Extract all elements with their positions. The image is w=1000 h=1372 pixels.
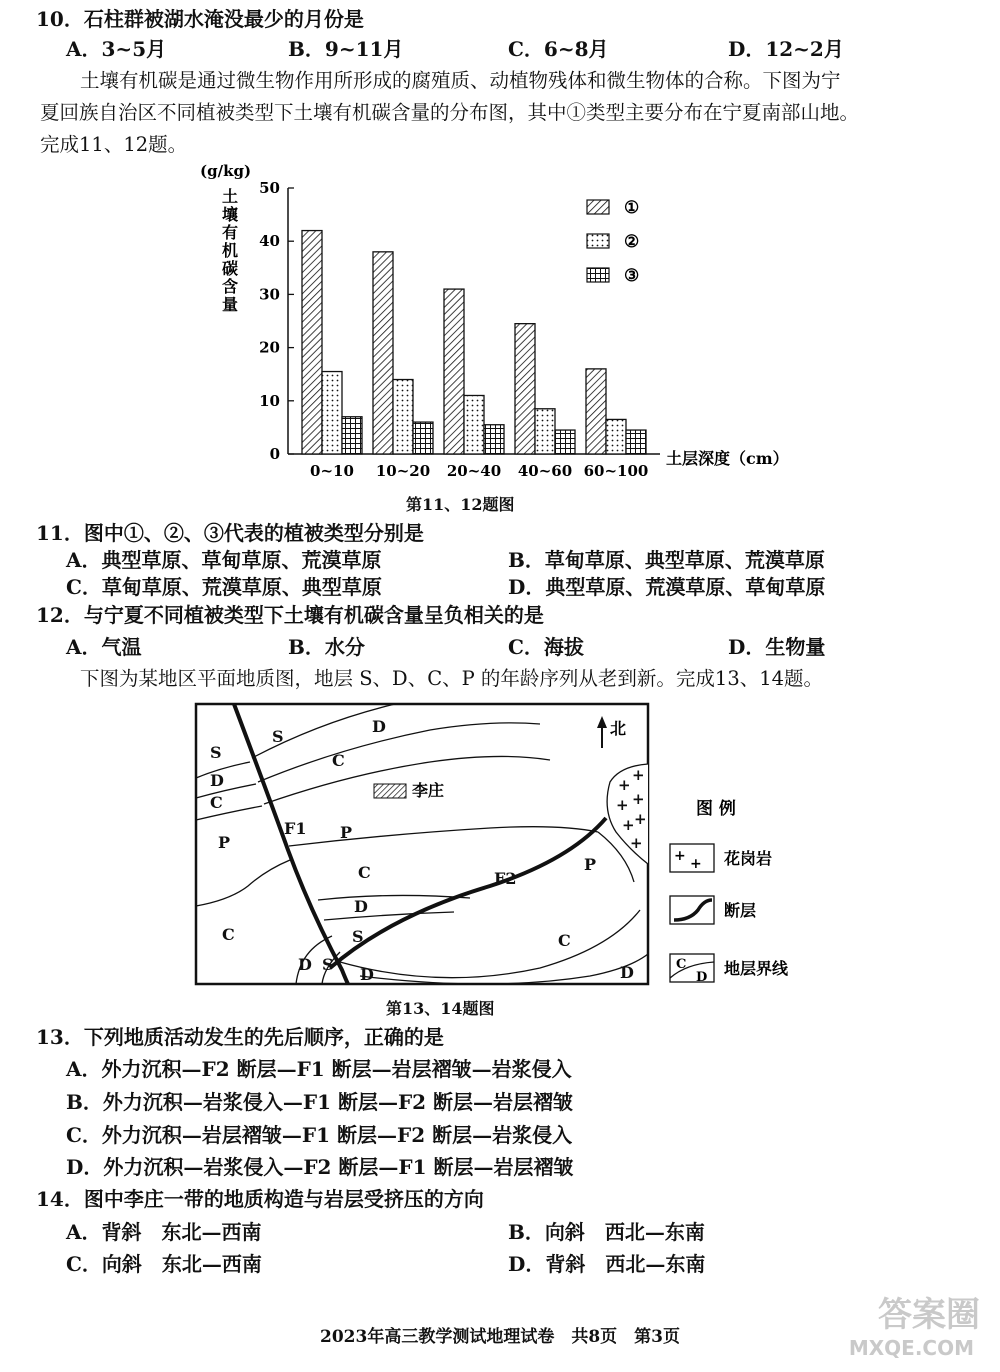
legend-fault-label: 断层 bbox=[724, 901, 757, 920]
stratum-label-p: P bbox=[584, 855, 597, 874]
village-label: 李庄 bbox=[412, 781, 445, 800]
watermark-site: MXQE.COM bbox=[848, 1336, 974, 1360]
q10-option-c[interactable]: C．6~8月 bbox=[508, 37, 609, 61]
svg-text:+: + bbox=[632, 790, 645, 808]
legend-boundary-c: C bbox=[676, 957, 687, 972]
svg-text:+: + bbox=[622, 816, 635, 834]
stratum-label-d: D bbox=[354, 897, 368, 916]
bar bbox=[555, 430, 575, 454]
stratum-label-s: S bbox=[210, 743, 222, 762]
watermark-logo: 答案圈 bbox=[878, 1295, 980, 1335]
q13-stem: 13．下列地质活动发生的先后顺序，正确的是 bbox=[36, 1025, 444, 1049]
q14-stem: 14．图中李庄一带的地质构造与岩层受挤压的方向 bbox=[36, 1187, 484, 1211]
stratum-label-c: C bbox=[558, 931, 571, 950]
stratum-label-s: S bbox=[272, 727, 284, 746]
stratum-label-c: C bbox=[210, 793, 223, 812]
bar bbox=[322, 372, 342, 454]
y-tick-label: 20 bbox=[259, 338, 280, 357]
bar bbox=[342, 417, 362, 454]
y-tick-label: 40 bbox=[259, 232, 280, 251]
legend-label: ① bbox=[624, 198, 640, 218]
intro-11-12-line2: 夏回族自治区不同植被类型下土壤有机碳含量的分布图，其中①类型主要分布在宁夏南部山地。 bbox=[40, 101, 860, 124]
q13-option-b[interactable]: B．外力沉积—岩浆侵入—F1 断层—F2 断层—岩层褶皱 bbox=[66, 1090, 574, 1114]
bar bbox=[302, 231, 322, 454]
y-tick-label: 10 bbox=[259, 391, 280, 410]
page-footer: 2023年高三教学测试地理试卷 共8页 第3页 bbox=[320, 1327, 680, 1347]
fault-label-f2: F2 bbox=[494, 869, 517, 888]
q14-option-c[interactable]: C．向斜 东北—西南 bbox=[66, 1252, 262, 1276]
bar bbox=[586, 369, 606, 454]
stratum-label-c: C bbox=[332, 751, 345, 770]
svg-text:+: + bbox=[634, 810, 647, 828]
svg-text:+: + bbox=[690, 856, 702, 872]
q11-option-b[interactable]: B．草甸草原、典型草原、荒漠草原 bbox=[508, 548, 825, 572]
q12-option-a[interactable]: A．气温 bbox=[66, 635, 142, 659]
q13-option-d[interactable]: D．外力沉积—岩浆侵入—F2 断层—F1 断层—岩层褶皱 bbox=[66, 1155, 574, 1179]
q10-option-a[interactable]: A．3~5月 bbox=[66, 37, 167, 61]
y-axis-label-char: 碳 bbox=[221, 259, 239, 278]
x-axis-label: 土层深度（cm） bbox=[666, 449, 789, 468]
legend-title: 图 例 bbox=[696, 799, 736, 819]
bar bbox=[393, 380, 413, 454]
q10-option-d[interactable]: D．12~2月 bbox=[728, 37, 844, 61]
svg-text:+: + bbox=[630, 834, 643, 852]
legend-label: ③ bbox=[624, 266, 640, 286]
stratum-label-d: D bbox=[210, 771, 224, 790]
y-axis-label-char: 土 bbox=[221, 187, 239, 206]
svg-text:+: + bbox=[618, 776, 631, 794]
x-tick-label: 20~40 bbox=[446, 462, 502, 480]
q10-stem: 10．石柱群被湖水淹没最少的月份是 bbox=[36, 7, 364, 31]
svg-text:+: + bbox=[674, 848, 686, 864]
y-axis-label-char: 含 bbox=[221, 277, 239, 296]
bar bbox=[464, 395, 484, 454]
chart-caption: 第11、12题图 bbox=[406, 495, 515, 514]
legend-label: ② bbox=[624, 232, 640, 252]
y-axis-label-char: 壤 bbox=[221, 205, 239, 224]
q12-option-c[interactable]: C．海拔 bbox=[508, 635, 584, 659]
bar bbox=[413, 422, 433, 454]
legend-swatch bbox=[587, 200, 609, 214]
y-unit-label: (g/kg) bbox=[200, 162, 252, 180]
q11-option-c[interactable]: C．草甸草原、荒漠草原、典型草原 bbox=[66, 575, 382, 599]
bar bbox=[444, 289, 464, 454]
stratum-label-d: D bbox=[372, 717, 386, 736]
soil-carbon-chart bbox=[190, 158, 810, 488]
svg-text:+: + bbox=[632, 766, 645, 784]
stratum-label-p: P bbox=[340, 823, 353, 842]
legend-boundary-label: 地层界线 bbox=[724, 959, 789, 978]
x-tick-label: 60~100 bbox=[583, 462, 649, 480]
x-tick-label: 0~10 bbox=[310, 462, 354, 480]
q10-option-b[interactable]: B．9~11月 bbox=[288, 37, 404, 61]
q11-option-d[interactable]: D．典型草原、荒漠草原、草甸草原 bbox=[508, 575, 826, 599]
y-axis-label-char: 量 bbox=[221, 295, 239, 314]
legend-swatch bbox=[587, 234, 609, 248]
village-symbol bbox=[374, 784, 406, 798]
chart-legend bbox=[587, 198, 639, 286]
map-caption: 第13、14题图 bbox=[386, 999, 495, 1018]
north-label: 北 bbox=[610, 719, 627, 738]
bar bbox=[515, 324, 535, 454]
q12-option-b[interactable]: B．水分 bbox=[288, 635, 365, 659]
intro-13-14: 下图为某地区平面地质图，地层 S、D、C、P 的年龄序列从老到新。完成13、14题。 bbox=[80, 667, 824, 690]
y-axis-label-char: 机 bbox=[221, 241, 239, 260]
intro-11-12-line1: 土壤有机碳是通过微生物作用所形成的腐殖质、动植物残体和微生物体的合称。下图为宁 bbox=[80, 69, 841, 92]
q12-option-d[interactable]: D．生物量 bbox=[728, 635, 826, 659]
y-tick-label: 0 bbox=[269, 445, 280, 463]
x-tick-label: 40~60 bbox=[517, 462, 573, 480]
legend-boundary-d: D bbox=[696, 970, 708, 985]
q11-option-a[interactable]: A．典型草原、草甸草原、荒漠草原 bbox=[66, 548, 382, 572]
legend-swatch bbox=[587, 268, 609, 282]
stratum-label-d: D bbox=[298, 955, 312, 974]
bar bbox=[606, 419, 626, 454]
stratum-label-p: P bbox=[218, 833, 231, 852]
stratum-label-d: D bbox=[360, 965, 374, 984]
bar bbox=[484, 425, 504, 454]
q12-stem: 12．与宁夏不同植被类型下土壤有机碳含量呈负相关的是 bbox=[36, 603, 544, 627]
x-tick-label: 10~20 bbox=[375, 462, 431, 480]
bar bbox=[373, 252, 393, 454]
bar bbox=[535, 409, 555, 454]
fault-f1 bbox=[234, 704, 348, 984]
stratum-label-c: C bbox=[222, 925, 235, 944]
y-axis-label bbox=[222, 187, 238, 314]
q13-option-c[interactable]: C．外力沉积—岩层褶皱—F1 断层—F2 断层—岩浆侵入 bbox=[66, 1123, 573, 1147]
q14-option-d[interactable]: D．背斜 西北—东南 bbox=[508, 1252, 706, 1276]
y-axis-label-char: 有 bbox=[221, 223, 239, 242]
y-tick-label: 50 bbox=[259, 179, 280, 197]
q11-stem: 11．图中①、②、③代表的植被类型分别是 bbox=[36, 521, 424, 545]
stratum-label-c: C bbox=[358, 863, 371, 882]
q13-option-a[interactable]: A．外力沉积—F2 断层—F1 断层—岩层褶皱—岩浆侵入 bbox=[66, 1057, 572, 1081]
y-tick-label: 30 bbox=[259, 285, 280, 304]
stratum-label-d: D bbox=[620, 963, 634, 982]
legend-granite-label: 花岗岩 bbox=[724, 849, 773, 868]
bar bbox=[626, 430, 646, 454]
geologic-map bbox=[190, 700, 820, 990]
stratum-label-s: S bbox=[322, 955, 334, 974]
svg-text:+: + bbox=[616, 796, 629, 814]
intro-11-12-line3: 完成11、12题。 bbox=[40, 133, 188, 156]
q14-option-b[interactable]: B．向斜 西北—东南 bbox=[508, 1220, 705, 1244]
q14-option-a[interactable]: A．背斜 东北—西南 bbox=[66, 1220, 262, 1244]
stratum-label-s: S bbox=[352, 927, 364, 946]
fault-label-f1: F1 bbox=[284, 819, 307, 838]
